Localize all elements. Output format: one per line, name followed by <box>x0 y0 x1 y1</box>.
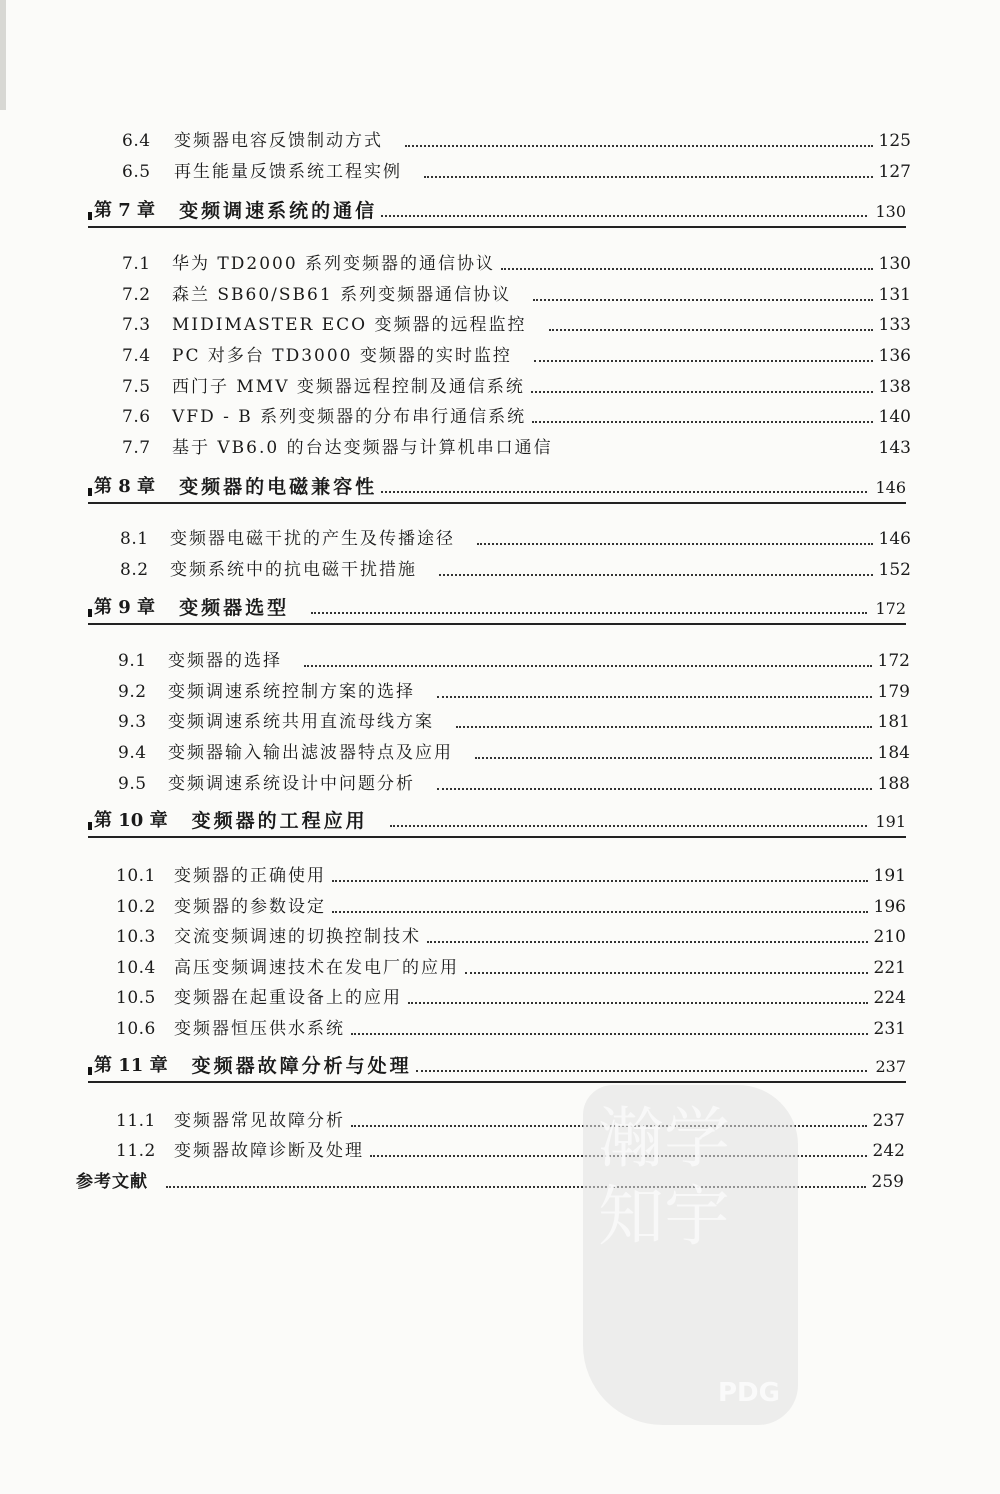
section-number: 8.1 <box>120 529 149 549</box>
section-title: 高压变频调速技术在发电厂的应用 <box>174 958 459 978</box>
toc-entry-9-5[interactable] <box>118 774 910 794</box>
section-title: 再生能量反馈系统工程实例 <box>174 162 402 182</box>
section-title: 交流变频调速的切换控制技术 <box>174 927 421 947</box>
section-title: 基于 VB6.0 的台达变频器与计算机串口通信 <box>172 438 553 458</box>
toc-entry-8-1[interactable] <box>120 529 911 549</box>
page-number: 237 <box>875 1057 906 1076</box>
dot-leader <box>534 360 873 362</box>
section-number: 7.4 <box>122 346 151 366</box>
page-number: 127 <box>878 162 911 182</box>
dot-leader <box>304 665 872 667</box>
section-number: 9.3 <box>118 712 147 732</box>
section-title: 变频器恒压供水系统 <box>174 1019 345 1039</box>
dot-leader <box>381 491 867 493</box>
chapter-number: 第 11 章 <box>94 1055 168 1076</box>
watermark-seal-text: 瀚学 知宇 <box>598 1100 730 1255</box>
section-number: 7.2 <box>122 285 151 305</box>
chapter-rule <box>88 502 906 504</box>
toc-entry-7-3[interactable] <box>122 315 911 335</box>
section-title: VFD - B 系列变频器的分布串行通信系统 <box>172 407 527 427</box>
page-number: 221 <box>873 958 906 978</box>
page-number: 130 <box>878 254 911 274</box>
page-number: 140 <box>878 407 911 427</box>
toc-chapter-10[interactable] <box>88 810 906 832</box>
chapter-title: 变频器的电磁兼容性 <box>179 476 378 498</box>
dot-leader <box>332 880 868 882</box>
toc-entry-7-5[interactable] <box>122 377 911 397</box>
dot-leader <box>408 1002 868 1004</box>
chapter-number: 第 8 章 <box>94 476 156 497</box>
chapter-rule <box>88 1081 906 1083</box>
page-number: 196 <box>873 897 906 917</box>
toc-entry-10-1[interactable] <box>116 866 906 886</box>
toc-chapter-7[interactable] <box>88 200 906 222</box>
section-title: 变频器故障诊断及处理 <box>174 1141 364 1161</box>
page-number: 259 <box>871 1172 904 1192</box>
toc-entry-10-6[interactable] <box>116 1019 906 1039</box>
section-number: 9.4 <box>118 743 147 763</box>
chapter-title: 变频器选型 <box>179 597 290 619</box>
dot-leader <box>416 1070 868 1072</box>
page-number: 242 <box>872 1141 905 1161</box>
section-number: 6.5 <box>122 162 151 182</box>
dot-leader <box>559 452 873 454</box>
section-number: 7.6 <box>122 407 151 427</box>
section-title: 变频系统中的抗电磁干扰措施 <box>170 560 417 580</box>
dot-leader <box>465 972 868 974</box>
section-number: 8.2 <box>120 560 149 580</box>
page-number: 179 <box>877 682 910 702</box>
dot-leader <box>533 299 872 301</box>
dot-leader <box>437 696 872 698</box>
toc-chapter-11[interactable] <box>88 1055 906 1077</box>
toc-entry-9-2[interactable] <box>118 682 910 702</box>
chapter-rule <box>88 623 906 625</box>
page-number: 231 <box>873 1019 906 1039</box>
dot-leader <box>531 391 873 393</box>
chapter-title: 变频器故障分析与处理 <box>191 1055 412 1077</box>
dot-leader <box>427 941 868 943</box>
section-number: 11.1 <box>116 1111 156 1131</box>
section-number: 9.1 <box>118 651 147 671</box>
page-number: 191 <box>875 812 906 831</box>
section-title: 变频调速系统控制方案的选择 <box>168 682 415 702</box>
section-number: 10.1 <box>116 866 156 886</box>
dot-leader <box>549 329 873 331</box>
dot-leader <box>351 1033 868 1035</box>
page-number: 181 <box>877 712 910 732</box>
page-number: 210 <box>873 927 906 947</box>
page-number: 172 <box>875 599 906 618</box>
toc-entry-10-5[interactable] <box>116 988 906 1008</box>
dot-leader <box>381 215 867 217</box>
toc-chapter-8[interactable] <box>88 476 906 498</box>
section-number: 10.5 <box>116 988 156 1008</box>
toc-entry-10-4[interactable] <box>116 958 906 978</box>
toc-entry-6-5[interactable] <box>122 162 911 182</box>
chapter-marker <box>88 212 92 220</box>
page-number: 146 <box>875 478 906 497</box>
section-number: 10.6 <box>116 1019 156 1039</box>
section-title: 变频调速系统共用直流母线方案 <box>168 712 434 732</box>
page-number: 224 <box>873 988 906 1008</box>
dot-leader <box>424 176 873 178</box>
chapter-rule <box>88 226 906 228</box>
section-title: 变频器的选择 <box>168 651 282 671</box>
toc-entry-7-6[interactable] <box>122 407 911 427</box>
section-number: 6.4 <box>122 131 151 151</box>
chapter-number: 第 10 章 <box>94 810 168 831</box>
toc-entry-10-2[interactable] <box>116 897 906 917</box>
dot-leader <box>456 726 872 728</box>
page-number: 125 <box>878 131 911 151</box>
chapter-marker <box>88 822 92 830</box>
section-title: 西门子 MMV 变频器远程控制及通信系统 <box>172 377 525 397</box>
page-number: 184 <box>877 743 910 763</box>
chapter-rule <box>88 836 906 838</box>
section-title: 森兰 SB60/SB61 系列变频器通信协议 <box>172 285 512 305</box>
dot-leader <box>437 788 872 790</box>
section-title: 变频器的参数设定 <box>174 897 326 917</box>
section-number: 9.2 <box>118 682 147 702</box>
section-title: 变频器输入输出滤波器特点及应用 <box>168 743 453 763</box>
dot-leader <box>390 825 868 827</box>
page-number: 188 <box>877 774 910 794</box>
dot-leader <box>501 268 873 270</box>
section-number: 10.4 <box>116 958 156 978</box>
page-number: 136 <box>878 346 911 366</box>
section-title: PC 对多台 TD3000 变频器的实时监控 <box>172 346 512 366</box>
section-number: 7.1 <box>122 254 151 274</box>
toc-chapter-9[interactable] <box>88 597 906 619</box>
section-number: 10.3 <box>116 927 156 947</box>
chapter-marker <box>88 609 92 617</box>
toc-entry-9-4[interactable] <box>118 743 910 763</box>
toc-entry-7-7[interactable] <box>122 438 911 458</box>
chapter-title: 变频调速系统的通信 <box>179 200 378 222</box>
section-title: 华为 TD2000 系列变频器的通信协议 <box>172 254 496 274</box>
toc-entry-7-1[interactable] <box>122 254 911 274</box>
section-title: MIDIMASTER ECO 变频器的远程监控 <box>172 315 527 335</box>
toc-entry-8-2[interactable] <box>120 560 911 580</box>
section-title: 变频器的正确使用 <box>174 866 326 886</box>
dot-leader <box>311 612 867 614</box>
references-title: 参考文献 <box>76 1172 148 1192</box>
chapter-title: 变频器的工程应用 <box>191 810 368 832</box>
chapter-number: 第 9 章 <box>94 597 156 618</box>
section-number: 7.5 <box>122 377 151 397</box>
dot-leader <box>405 145 873 147</box>
section-number: 7.3 <box>122 315 151 335</box>
toc-entry-10-3[interactable] <box>116 927 906 947</box>
toc-entry-6-4[interactable] <box>122 131 911 151</box>
dot-leader <box>439 574 873 576</box>
dot-leader <box>532 421 872 423</box>
dot-leader <box>475 757 872 759</box>
page-number: 146 <box>878 529 911 549</box>
page-number: 191 <box>873 866 906 886</box>
page-number: 152 <box>878 560 911 580</box>
section-title: 变频器在起重设备上的应用 <box>174 988 402 1008</box>
chapter-marker <box>88 1067 92 1075</box>
watermark-label: PDG <box>718 1378 780 1408</box>
page-number: 237 <box>872 1111 905 1131</box>
toc-entry-9-3[interactable] <box>118 712 910 732</box>
section-number: 11.2 <box>116 1141 156 1161</box>
section-number: 10.2 <box>116 897 156 917</box>
toc-entry-7-4[interactable] <box>122 346 911 366</box>
dot-leader <box>477 543 873 545</box>
section-title: 变频器常见故障分析 <box>174 1111 345 1131</box>
page-number: 138 <box>878 377 911 397</box>
page-number: 172 <box>877 651 910 671</box>
chapter-number: 第 7 章 <box>94 200 156 221</box>
page-number: 130 <box>875 202 906 221</box>
toc-entry-7-2[interactable] <box>122 285 911 305</box>
chapter-marker <box>88 488 92 496</box>
toc-entry-9-1[interactable] <box>118 651 910 671</box>
section-number: 7.7 <box>122 438 151 458</box>
page-number: 131 <box>878 285 911 305</box>
section-title: 变频器电磁干扰的产生及传播途径 <box>170 529 455 549</box>
section-number: 9.5 <box>118 774 147 794</box>
dot-leader <box>332 911 868 913</box>
section-title: 变频器电容反馈制动方式 <box>174 131 383 151</box>
section-title: 变频调速系统设计中问题分析 <box>168 774 415 794</box>
page-number: 143 <box>878 438 911 458</box>
page-number: 133 <box>878 315 911 335</box>
